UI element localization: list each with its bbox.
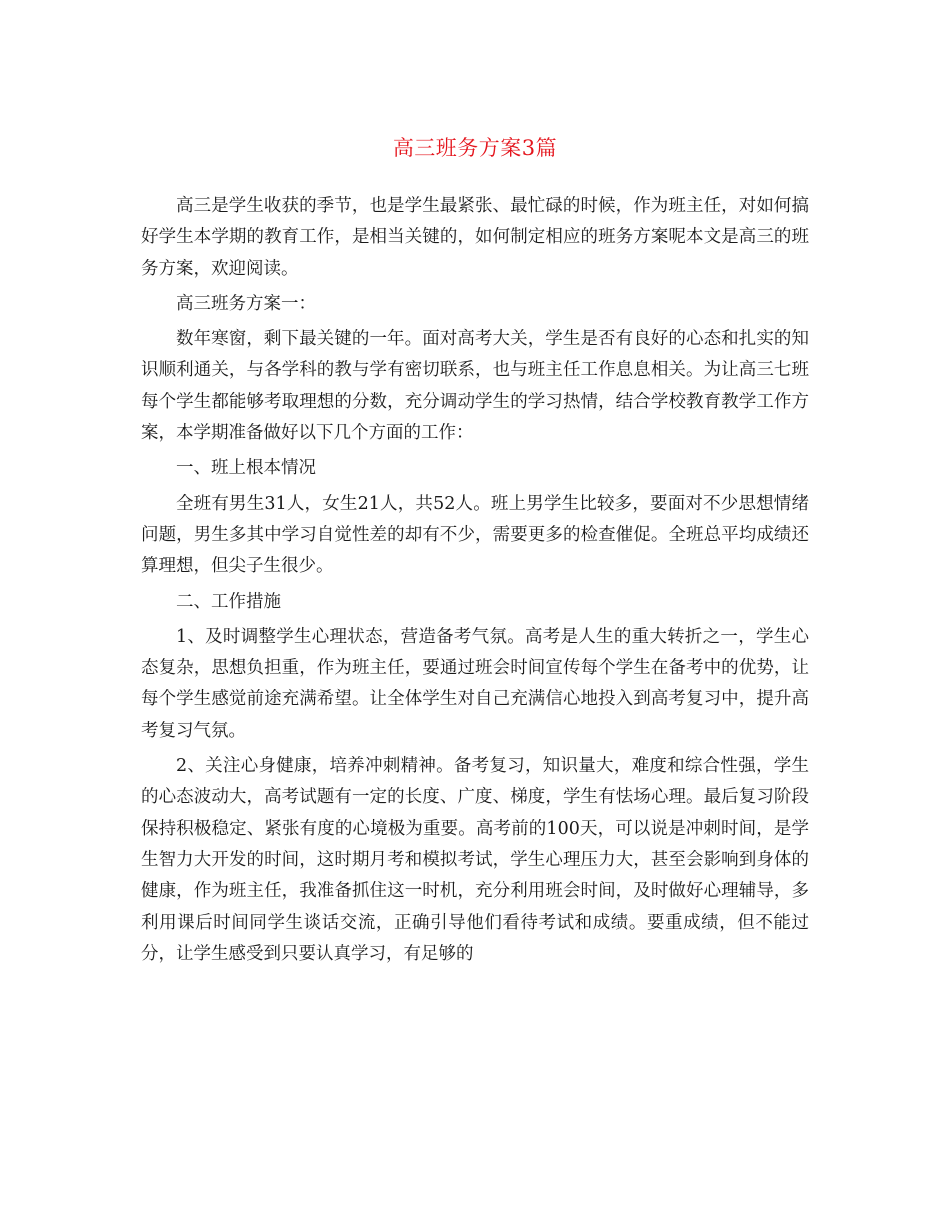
paragraph-section-two-heading: 二、工作措施 <box>176 591 281 612</box>
paragraph-class-situation: 全班有男生31人，女生21人，共52人。班上男学生比较多，要面对不少思想情绪问题，男生多其中学习自觉性差的却有不少，需要更多的检查催促。全班总平均成绩还算理想，但尖子生很少。 <box>141 493 809 577</box>
document-title: 高三班务方案3篇 <box>392 136 558 160</box>
paragraph-plan-one-heading: 高三班务方案一： <box>176 293 316 314</box>
paragraph-section-one-heading: 一、班上根本情况 <box>176 458 316 479</box>
paragraph-measure-two: 2、关注心身健康，培养冲刺精神。备考复习，知识量大，难度和综合性强，学生的心态波动大，高考试题有一定的长度、广度、梯度，学生有怯场心理。最后复习阶段保持积极稳定、紧张有度的心境极为重要。高考前的100天，可以说是冲刺时间，是学生智力大开发的时间，这时期月考和模拟考试，学生心理压力大，甚至会影响到身体的健康，作为班主任，我准备抓住这一时机，充分利用班会时间，及时做好心理辅导，多利用课后时间同学生谈话交流，正确引导他们看待考试和成绩。要重成绩，但不能过分，让学生感受到只要认真学习，有足够的 <box>141 756 809 964</box>
paragraph-plan-one-intro: 数年寒窗，剩下最关键的一年。面对高考大关，学生是否有良好的心态和扎实的知识顺利通关，与各学科的教与学有密切联系，也与班主任工作息息相关。为让高三七班每个学生都能够考取理想的分数，充分调动学生的学习热情，结合学校教育教学工作方案，本学期准备做好以下几个方面的工作： <box>141 329 809 444</box>
paragraph-intro: 高三是学生收获的季节，也是学生最紧张、最忙碌的时候，作为班主任，对如何搞好学生本学期的教育工作，是相当关键的，如何制定相应的班务方案呢本文是高三的班务方案，欢迎阅读。 <box>141 196 809 279</box>
document-body <box>141 191 809 974</box>
paragraph-measure-one: 1、及时调整学生心理状态，营造备考气氛。高考是人生的重大转折之一，学生心态复杂，思想负担重，作为班主任，要通过班会时间宣传每个学生在备考中的优势，让每个学生感觉前途充满希望。让全体学生对自己充满信心地投入到高考复习中，提升高考复习气氛。 <box>141 626 809 741</box>
